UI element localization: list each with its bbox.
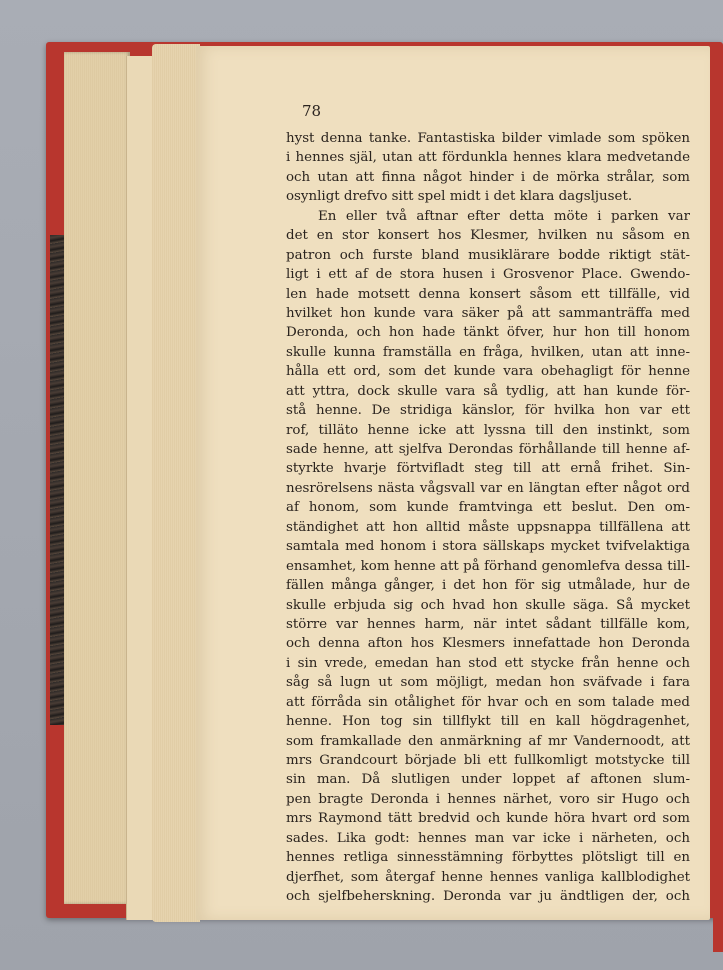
text-line: större var hennes harm, när intet sådant tillfälle kom, — [286, 616, 690, 632]
text-line: i sin vrede, emedan han stod ett stycke från henne och — [286, 655, 690, 671]
text-line: hvilket hon kunde vara säker på att sammanträffa med — [286, 305, 690, 321]
text-line: nesrörelsens nästa vågsvall var en längtan efter något ord — [286, 480, 690, 496]
text-line: ständighet att hon alltid måste uppsnappa tillfällena att — [286, 519, 690, 535]
text-line: sades. Lika godt: hennes man var icke i närheten, och — [286, 830, 690, 846]
text-line: skulle kunna framställa en fråga, hvilken, utan att inne- — [286, 344, 690, 360]
cover-edge — [713, 92, 723, 952]
text-line: skulle erbjuda sig och hvad hon skulle säga. Så mycket — [286, 597, 690, 613]
text-line: fällen många gånger, i det hon för sig utmålade, hur de — [286, 578, 690, 594]
text-line: mrs Grandcourt började bli ett fullkomligt motstycke till — [286, 753, 690, 768]
text-line: osynligt drefvo sitt spel midt i det klara dagsljuset. — [286, 189, 633, 205]
text-line: ensamhet, kom henne att på förhand genomlefva dessa till- — [286, 558, 690, 574]
text-line: stå henne. De stridiga känslor, för hvilka hon var ett — [286, 403, 690, 419]
text-line: sade henne, att sjelfva Derondas förhållande till henne af- — [286, 442, 690, 457]
text-line: och denna afton hos Klesmers innefattade hon Deronda — [286, 636, 690, 652]
text-line: henne. Hon tog sin tillflykt till en kall högdragenhet, — [286, 714, 690, 730]
left-page-edges — [64, 52, 130, 904]
text-line: det en stor konsert hos Klesmer, hvilken nu såsom en — [286, 228, 690, 244]
page-text — [286, 129, 690, 907]
text-line: patron och furste bland musiklärare bodde riktigt stät- — [286, 247, 690, 263]
right-page — [196, 46, 710, 920]
text-line: att förråda sin otålighet för hvar och en som talade med — [286, 694, 690, 710]
text-line: Deronda, och hon hade tänkt öfver, hur hon till honom — [286, 325, 690, 341]
text-line: som framkallade den anmärkning af mr Vandernoodt, att — [286, 733, 690, 749]
text-line: sin man. Då slutligen under loppet af aftonen slum- — [286, 772, 690, 788]
text-line: styrkte hvarje förtvifladt steg till att ernå frihet. Sin- — [286, 461, 690, 477]
text-line: samtala med honom i stora sällskaps mycket tvifvelaktiga — [286, 539, 690, 555]
text-line: i hennes själ, utan att fördunkla hennes klara medvetande — [286, 150, 690, 166]
text-line: af honom, som kunde framtvinga ett beslut. Den om- — [286, 500, 690, 516]
text-line: hennes retliga sinnesstämning förbyttes plötsligt till en — [286, 850, 690, 866]
text-line: mrs Raymond tätt bredvid och kunde höra hvart ord som — [286, 811, 690, 827]
text-line: pen bragte Deronda i hennes närhet, voro sir Hugo och — [286, 791, 690, 807]
text-line: rof, tilläto henne icke att lyssna till den instinkt, som — [286, 422, 690, 438]
text-line: len hade motsett denna konsert såsom ett tillfälle, vid — [286, 286, 690, 302]
text-line: såg så lugn ut som möjligt, medan hon sväfvade i fara — [286, 675, 690, 691]
text-line: hålla ett ord, som det kunde vara obehagligt för henne — [286, 364, 690, 380]
page-number: 78 — [302, 102, 322, 120]
text-line: hyst denna tanke. Fantastiska bilder vimlade som spöken — [286, 131, 690, 146]
text-line: En eller två aftnar efter detta möte i parken var — [318, 208, 690, 224]
text-line: djerfhet, som återgaf henne hennes vanliga kallblodighet — [286, 869, 690, 885]
text-line: och utan att finna något hinder i de mörka strålar, som — [286, 169, 690, 185]
text-line: att yttra, dock skulle vara så tydlig, att han kunde för- — [286, 383, 690, 399]
right-page-edges — [152, 44, 200, 922]
text-line: och sjelfbeherskning. Deronda var ju ändtligen der, och — [286, 889, 690, 905]
text-line: ligt i ett af de stora husen i Grosvenor Place. Gwendo- — [286, 267, 690, 283]
